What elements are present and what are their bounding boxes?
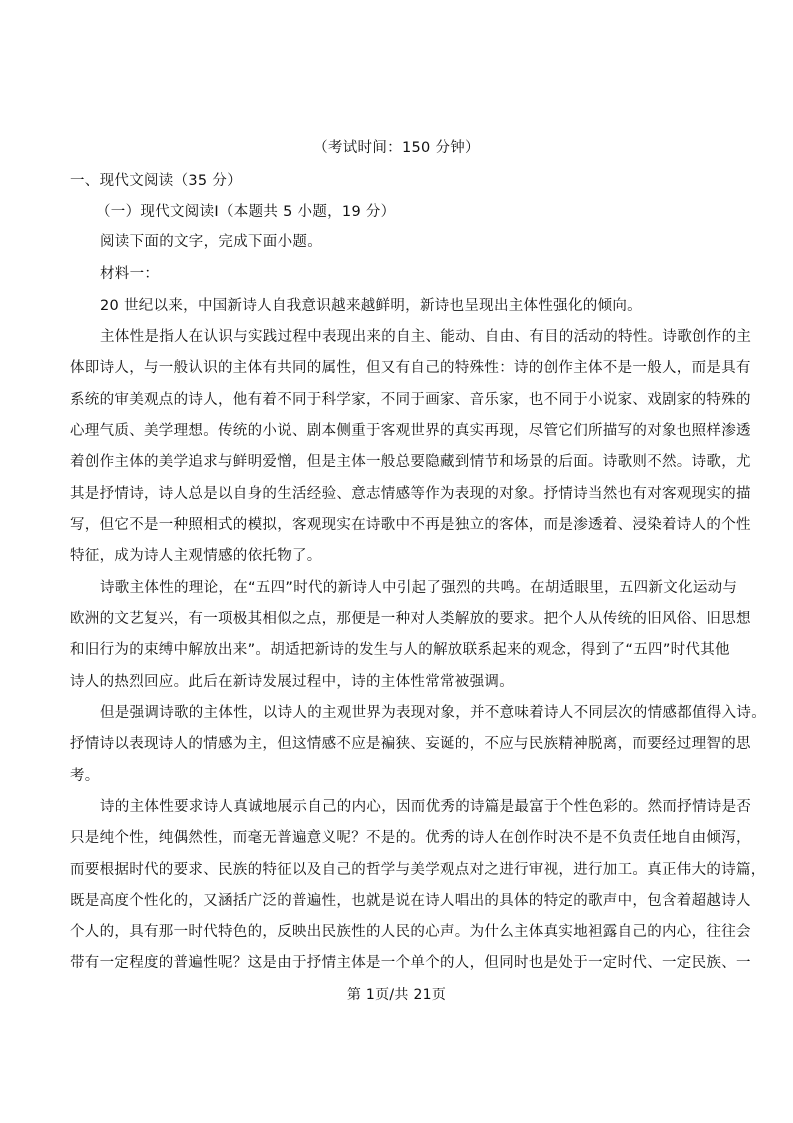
paragraph-line: 体即诗人，与一般认识的主体有共同的属性，但又有自己的特殊性：诗的创作主体不是一般人，而是具有 bbox=[70, 360, 751, 376]
material-label: 材料一： bbox=[100, 266, 160, 282]
instruction-text: 阅读下面的文字，完成下面小题。 bbox=[100, 234, 322, 250]
paragraph-line: 着创作主体的美学追求与鲜明爱憎，但是主体一般总要隐藏到情节和场景的后面。诗歌则不然。诗歌，尤 bbox=[70, 454, 751, 470]
paragraph-line: 抒情诗以表现诗人的情感为主，但这情感不应是褊狭、妄诞的，不应与民族精神脱离，而要经过理智的思 bbox=[70, 736, 751, 752]
paragraph-line: 诗的主体性要求诗人真诚地展示自己的内心，因而优秀的诗篇是最富于个性色彩的。然而抒情诗是否 bbox=[100, 799, 752, 815]
paragraph-line: 只是纯个性，纯偶然性，而毫无普遍意义呢？不是的。优秀的诗人在创作时决不是不负责任地自由倾泻， bbox=[70, 830, 751, 846]
paragraph-line: 主体性是指人在认识与实践过程中表现出来的自主、能动、自由、有目的活动的特性。诗歌创作的主 bbox=[100, 329, 752, 345]
paragraph-line: 写，但它不是一种照相式的模拟，客观现实在诗歌中不再是独立的客体，而是渗透着、浸染着诗人的个性 bbox=[70, 517, 751, 533]
paragraph-line: 个人的，具有那一时代特色的，反映出民族性的人民的心声。为什么主体真实地袒露自己的内心，往往会 bbox=[70, 924, 751, 940]
paragraph-line: 和旧行为的束缚中解放出来”。胡适把新诗的发生与人的解放联系起来的观念，得到了“五四”时代其他 bbox=[70, 642, 730, 658]
paragraph-line: 而要根据时代的要求、民族的特征以及自己的哲学与美学观点对之进行审视，进行加工。真正伟大的诗篇， bbox=[70, 862, 766, 878]
paragraph-line: 考。 bbox=[70, 768, 100, 784]
paragraph-line: 诗人的热烈回应。此后在新诗发展过程中，诗的主体性常常被强调。 bbox=[70, 674, 514, 690]
paragraph-line: 特征，成为诗人主观情感的依托物了。 bbox=[70, 548, 322, 564]
paragraph-line: 20 世纪以来，中国新诗人自我意识越来越鲜明，新诗也呈现出主体性强化的倾向。 bbox=[100, 298, 642, 314]
exam-time: （考试时间：150 分钟） bbox=[313, 140, 480, 156]
paragraph-line: 既是高度个性化的，又涵括广泛的普遍性，也就是说在诗人唱出的具体的特定的歌声中，包含着超越诗人 bbox=[70, 893, 751, 909]
section-title: 一、现代文阅读（35 分） bbox=[70, 173, 242, 189]
paragraph-line: 欧洲的文艺复兴，有一项极其相似之点，那便是一种对人类解放的要求。把个人从传统的旧风俗、旧思想 bbox=[70, 611, 751, 627]
paragraph-line: 系统的审美观点的诗人，他有着不同于科学家，不同于画家、音乐家，也不同于小说家、戏剧家的特殊的 bbox=[70, 392, 751, 408]
page-number: 第 1页/共 21页 bbox=[346, 987, 447, 1003]
paragraph-line: 心理气质、美学理想。传统的小说、剧本侧重于客观世界的真实再现，尽管它们所描写的对象也照样渗透 bbox=[70, 423, 751, 439]
subsection-title: （一）现代文阅读Ⅰ（本题共 5 小题，19 分） bbox=[96, 204, 396, 220]
paragraph-line: 诗歌主体性的理论，在“五四”时代的新诗人中引起了强烈的共鸣。在胡适眼里，五四新文化运动与 bbox=[100, 580, 738, 596]
paragraph-line: 带有一定程度的普遍性呢？这是由于抒情主体是一个单个的人，但同时也是处于一定时代、一定民族、一 bbox=[70, 955, 751, 971]
paragraph-line: 但是强调诗歌的主体性，以诗人的主观世界为表现对象，并不意味着诗人不同层次的情感都值得入诗。 bbox=[100, 705, 766, 721]
paragraph-line: 其是抒情诗，诗人总是以自身的生活经验、意志情感等作为表现的对象。抒情诗当然也有对客观现实的描 bbox=[70, 486, 751, 502]
